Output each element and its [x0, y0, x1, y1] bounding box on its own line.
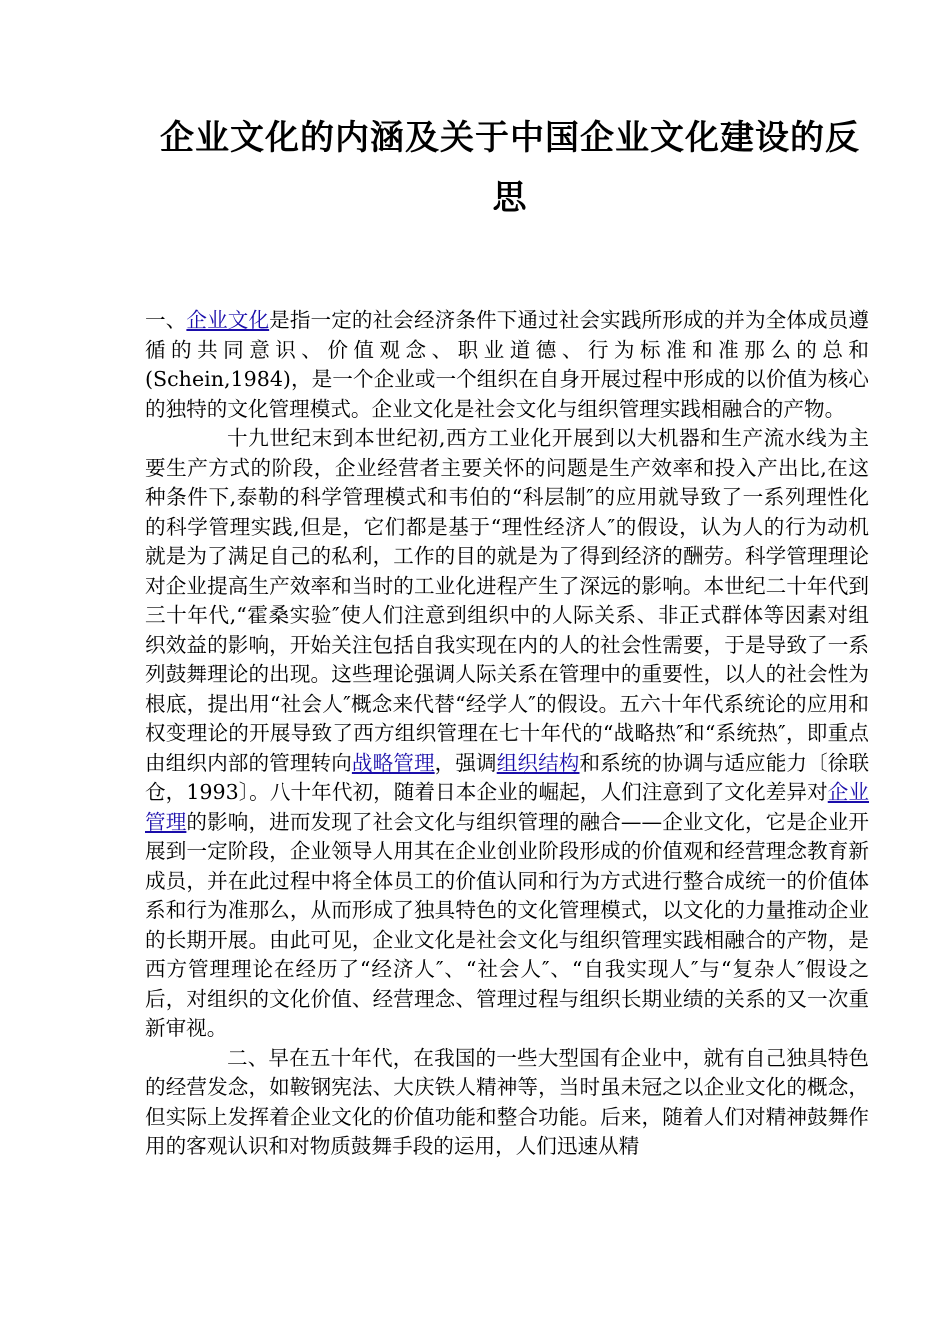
- paragraph-1-text: 是指一定的社会经济条件下通过社会实践所形成的并为全体成员遵循的共同意识、价值观念、职业道德、行为标准和准那么的总和(Schein,1984)，是一个企业或一个组织在自身开展过程中形成的以价值为核心的独特的文化管理模式。企业文化是社会文化与组织管理实践相融合的产物。: [145, 308, 870, 421]
- link-organizational-structure[interactable]: 组织结构: [496, 750, 580, 775]
- link-enterprise-culture[interactable]: 企业文化: [186, 308, 270, 332]
- paragraph-2-text-1: 十九世纪末到本世纪初,西方工业化开展到以大机器和生产流水线为主要生产方式的阶段，企业经营者主要关怀的问题是生产效率和投入产出比,在这种条件下,泰勒的科学管理模式和韦伯的“科层制″的应用就导致了一系列理性化的科学管理实践,但是，它们都是基于“理性经济人″的假设，认为人的行为动机就是为了满足自己的私利，工作的目的就是为了得到经济的酬劳。科学管理理论对企业提高生产效率和当时的工业化进程产生了深远的影响。本世纪二十年代到三十年代,“霍桑实验″使人们注意到组织中的人际关系、非正式群体等因素对组织效益的影响，开始关注包括自我实现在内的人的社会性需要，于是导致了一系列鼓舞理论的出现。这些理论强调人际关系在管理中的重要性，以人的社会性为根底，提出用“社会人″概念来代替“经学人″的假设。五六十年代系统论的应用和权变理论的开展导致了西方组织管理在七十年代的“战略热″和“系统热″，即重点由组织内部的管理转向: [145, 426, 869, 775]
- paragraph-1: [145, 306, 869, 424]
- paragraph-2-text-4: 的影响，进而发现了社会文化与组织管理的融合——企业文化，它是企业开展到一定阶段，企业领导人用其在企业创业阶段形成的价值观和经营理念教育新成员，并在此过程中将全体员工的价值认同和行为方式进行整合成统一的价值体系和行为准那么，从而形成了独具特色的文化管理模式，以文化的力量推动企业的长期开展。由此可见，企业文化是社会文化与组织管理实践相融合的产物，是西方管理理论在经历了“经济人″、“社会人″、“自我实现人″与“复杂人″假设之后，对组织的文化价值、经营理念、管理过程与组织长期业绩的关系的又一次重新审视。: [145, 809, 870, 1040]
- document-title: 企业文化的内涵及关于中国企业文化建设的反思: [160, 118, 860, 218]
- paragraph-3: [145, 1044, 869, 1162]
- paragraph-2-text-3: 和系统的协调与适应能力〔徐联仓，1993〕。八十年代初，随着日本企业的崛起，人们注意到了文化差异对: [145, 750, 870, 804]
- paragraph-1-prefix: 一、: [145, 308, 187, 332]
- document-body: [145, 306, 869, 1162]
- link-enterprise-management[interactable]: 企业管理: [145, 780, 870, 834]
- paragraph-3-text: 二、早在五十年代，在我国的一些大型国有企业中，就有自己独具特色的经营发念，如鞍钢宪法、大庆铁人精神等，当时虽未冠之以企业文化的概念，但实际上发挥着企业文化的价值功能和整合功能。后来，随着人们对精神鼓舞作用的客观认识和对物质鼓舞手段的运用，人们迅速从精: [145, 1045, 869, 1158]
- paragraph-2-text-2: ，强调: [434, 750, 497, 775]
- paragraph-2: [145, 424, 869, 1044]
- link-strategic-management[interactable]: 战略管理: [351, 750, 435, 775]
